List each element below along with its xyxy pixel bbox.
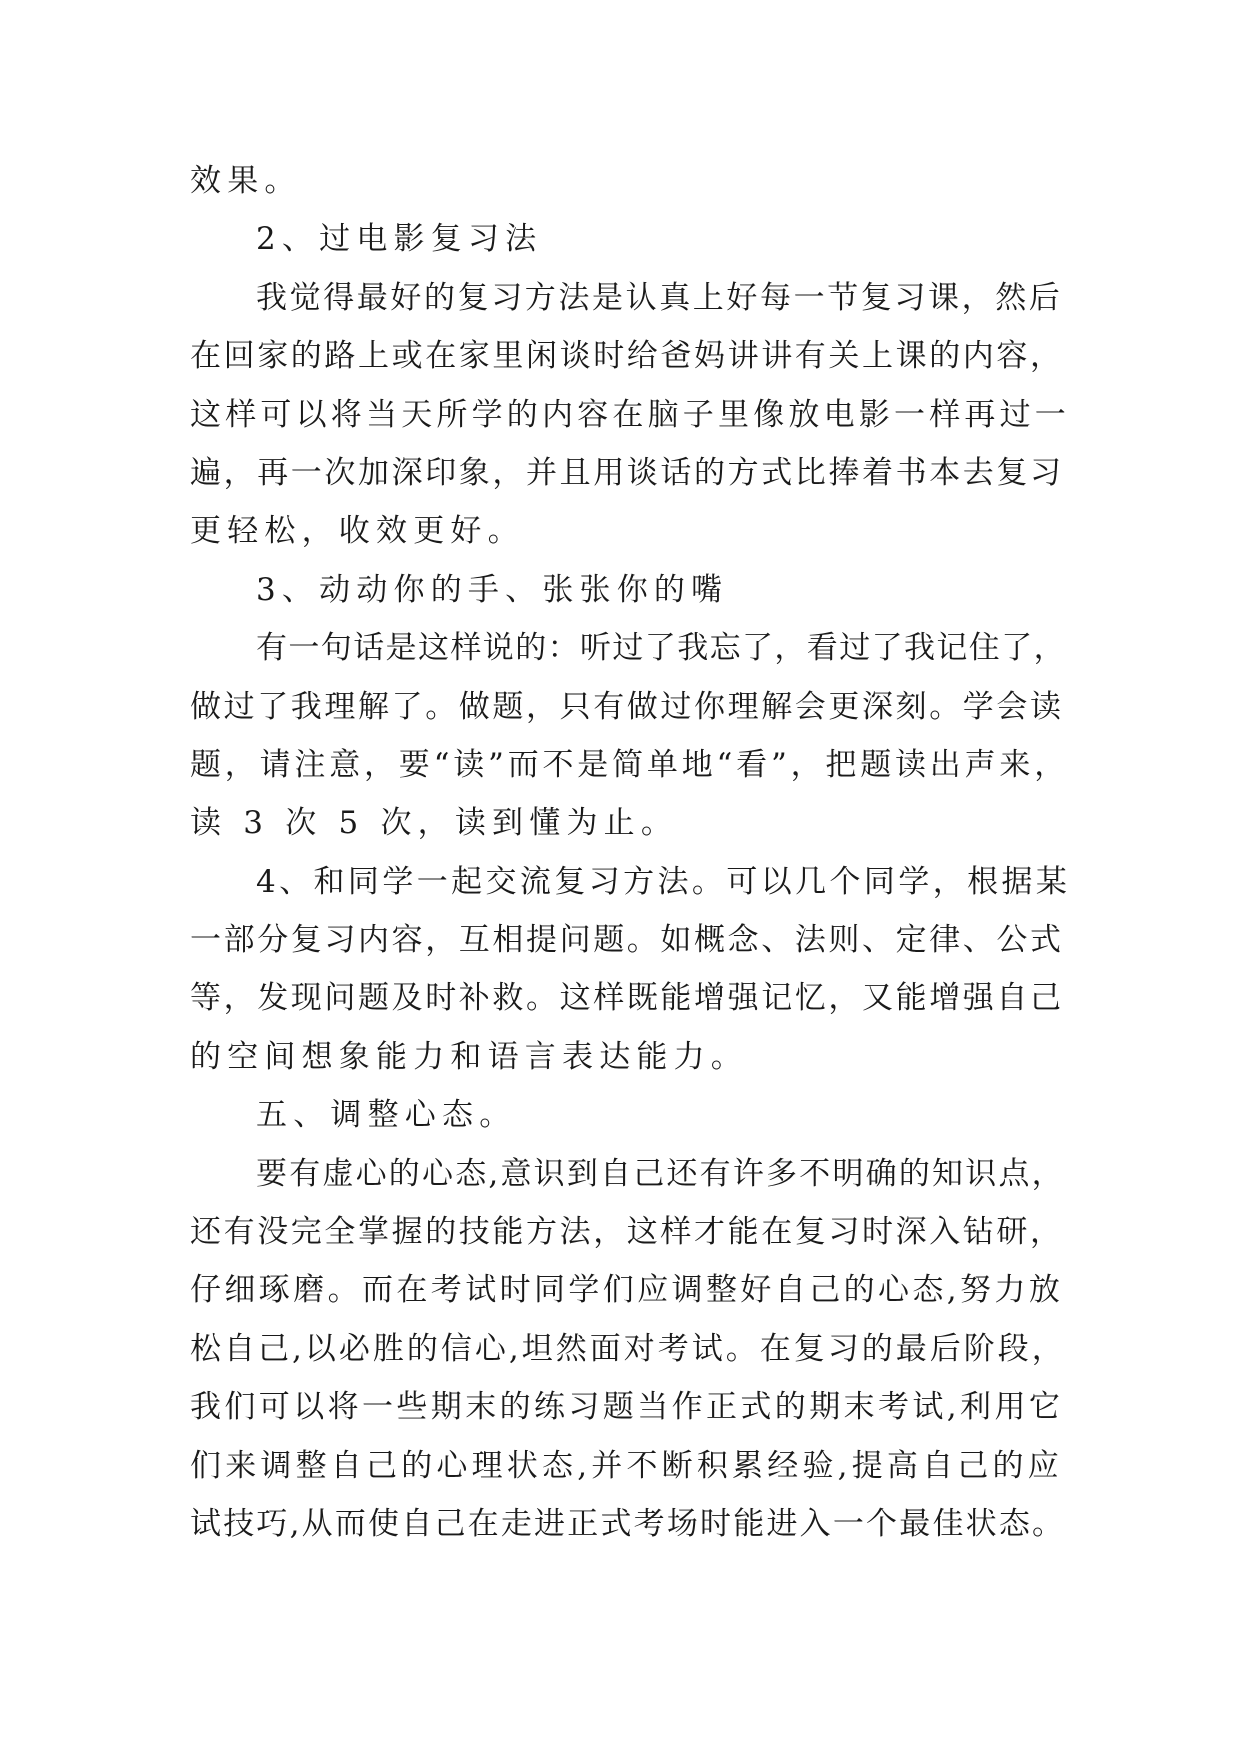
- text-line: 们来调整自己的心理状态,并不断积累经验,提高自己的应: [190, 1447, 1063, 1484]
- text-line: 题，请注意，要“读”而不是简单地“看”，把题读出声来，: [190, 746, 1069, 783]
- document-body: [190, 152, 1070, 1553]
- text-line: 在回家的路上或在家里闲谈时给爸妈讲讲有关上课的内容，: [190, 338, 1064, 375]
- text-line: 五、调整心态。: [256, 1097, 517, 1134]
- text-line: 这样可以将当天所学的内容在脑子里像放电影一样再过一: [190, 396, 1070, 433]
- text-line: 遍，再一次加深印象，并且用谈话的方式比捧着书本去复习: [190, 454, 1064, 491]
- text-line: 2、过电影复习法: [256, 221, 543, 258]
- text-line: 做过了我理解了。做题，只有做过你理解会更深刻。学会读: [190, 688, 1064, 725]
- text-line: 我们可以将一些期末的练习题当作正式的期末考试,利用它: [190, 1389, 1064, 1426]
- text-line: 等，发现问题及时补救。这样既能增强记忆，又能增强自己: [190, 980, 1064, 1017]
- text-line: 还有没完全掌握的技能方法，这样才能在复习时深入钻研，: [190, 1214, 1064, 1251]
- text-line: 要有虚心的心态,意识到自己还有许多不明确的知识点，: [256, 1155, 1065, 1192]
- text-line: 3、动动你的手、张张你的嘴: [256, 571, 729, 608]
- text-line: 试技巧,从而使自己在走进正式考场时能进入一个最佳状态。: [190, 1505, 1066, 1542]
- text-line: 我觉得最好的复习方法是认真上好每一节复习课，然后: [256, 279, 1063, 316]
- text-line: 读 3 次 5 次，读到懂为止。: [190, 805, 679, 842]
- text-line: 的空间想象能力和语言表达能力。: [190, 1038, 748, 1075]
- text-line: 一部分复习内容，互相提问题。如概念、法则、定律、公式: [190, 922, 1064, 959]
- text-line: 4、和同学一起交流复习方法。可以几个同学，根据某: [256, 863, 1071, 900]
- text-line: 更轻松，收效更好。: [190, 513, 525, 550]
- text-line: 有一句话是这样说的：听过了我忘了，看过了我记住了，: [256, 630, 1066, 667]
- text-line: 松自己,以必胜的信心,坦然面对考试。在复习的最后阶段，: [190, 1330, 1066, 1367]
- text-line: 效果。: [190, 163, 302, 199]
- text-line: 仔细琢磨。而在考试时同学们应调整好自己的心态,努力放: [190, 1272, 1064, 1309]
